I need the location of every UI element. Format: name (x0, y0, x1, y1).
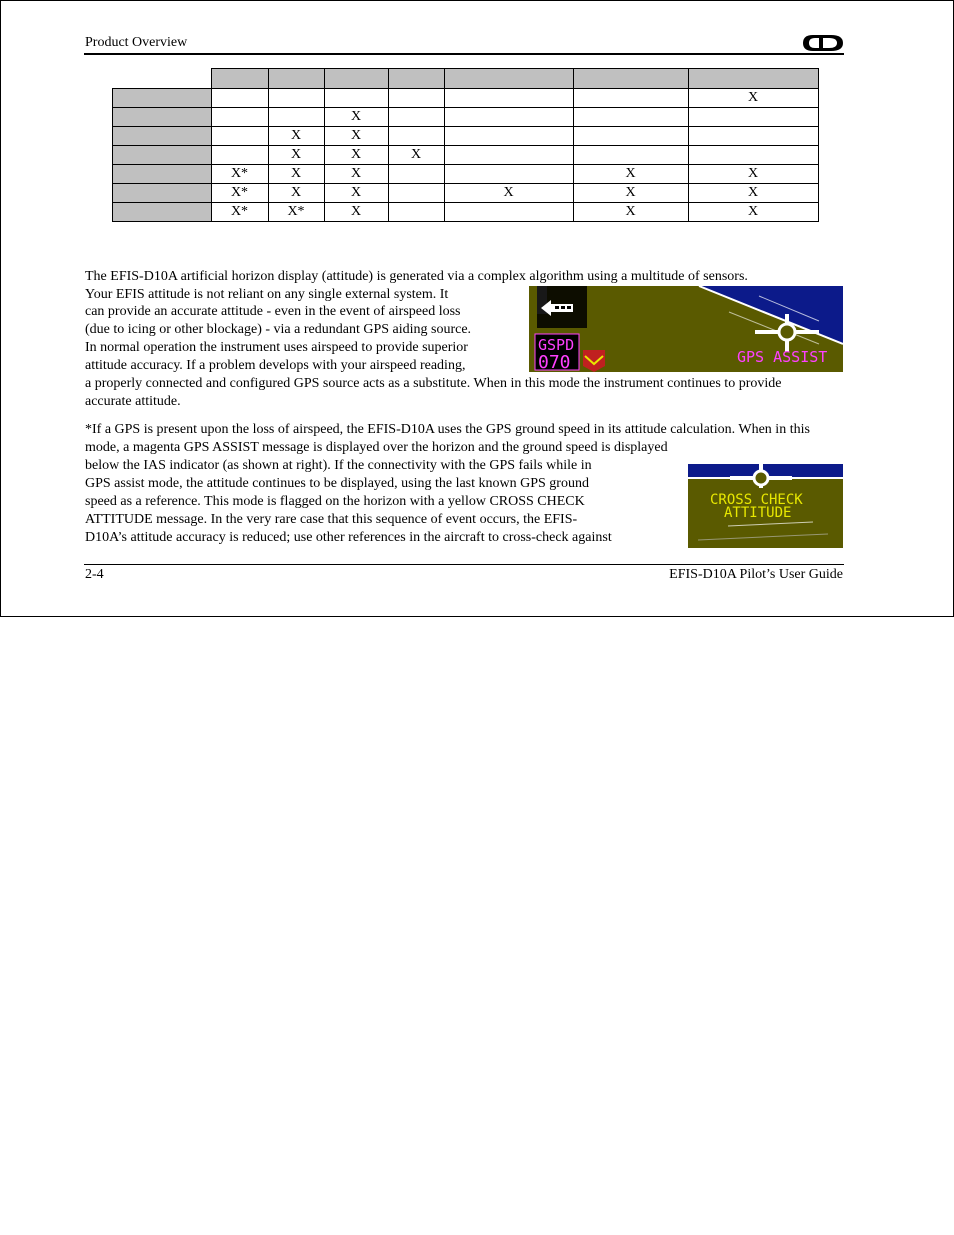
footer-rule (84, 564, 844, 565)
table-cell (688, 127, 818, 146)
table-row (113, 184, 819, 203)
paragraph-2-line: D10A’s attitude accuracy is reduced; use other references in the aircraft to cross-check against (85, 530, 612, 545)
paragraph-2-line: below the IAS indicator (as shown at right). If the connectivity with the GPS fails while in (85, 458, 592, 473)
document-page (0, 0, 954, 617)
gps-assist-screenshot (529, 286, 843, 372)
table-cell: X (688, 203, 818, 222)
feature-matrix-table (112, 68, 819, 222)
table-row (113, 203, 819, 222)
table-header-cell (324, 69, 388, 89)
table-cell: X (324, 165, 388, 184)
table-cell (211, 89, 268, 108)
cross-check-message-line2: ATTITUDE (724, 505, 792, 521)
table-row (113, 127, 819, 146)
table-cell (573, 146, 688, 165)
guide-title: EFIS-D10A Pilot’s User Guide (669, 567, 843, 582)
paragraph-2-line: GPS assist mode, the attitude continues to be displayed, using the last known GPS ground (85, 476, 589, 491)
table-corner-cell (113, 69, 212, 89)
table-cell (211, 108, 268, 127)
table-cell (444, 89, 573, 108)
table-cell: X (268, 184, 324, 203)
table-row (113, 146, 819, 165)
paragraph-2-line: speed as a reference. This mode is flagged on the horizon with a yellow CROSS CHECK (85, 494, 585, 509)
table-header-cell (573, 69, 688, 89)
table-row (113, 108, 819, 127)
table-cell (388, 108, 444, 127)
table-cell (573, 89, 688, 108)
table-cell (573, 127, 688, 146)
table-header-row (113, 69, 819, 89)
table-cell: X (324, 184, 388, 203)
table-cell: X (324, 108, 388, 127)
table-header-cell (211, 69, 268, 89)
table-row-header (113, 146, 212, 165)
table-row (113, 89, 819, 108)
gspd-value: 070 (538, 352, 571, 372)
table-header-cell (388, 69, 444, 89)
table-cell: X (688, 184, 818, 203)
table-cell (444, 108, 573, 127)
table-cell (388, 165, 444, 184)
table-cell (388, 184, 444, 203)
table-cell (388, 203, 444, 222)
table-cell: X (444, 184, 573, 203)
table-header-cell (268, 69, 324, 89)
table-cell: X* (211, 165, 268, 184)
running-header-title: Product Overview (85, 35, 188, 50)
table-cell: X (688, 89, 818, 108)
table-row-header (113, 89, 212, 108)
paragraph-2-first-line (85, 421, 845, 457)
table-cell: X (388, 146, 444, 165)
table-header-cell (444, 69, 573, 89)
table-cell (444, 203, 573, 222)
table-cell (388, 89, 444, 108)
table-cell: X* (268, 203, 324, 222)
table-header-cell (688, 69, 818, 89)
gspd-label: GSPD (538, 336, 575, 354)
table-cell (268, 108, 324, 127)
table-row-header (113, 108, 212, 127)
paragraph-1-first-line: The EFIS-D10A artificial horizon display (attitude) is generated via a complex algorithm using a multitude of sensors. (85, 269, 748, 284)
table-cell (211, 127, 268, 146)
table-row-header (113, 127, 212, 146)
table-cell: X (324, 127, 388, 146)
table-cell (688, 146, 818, 165)
paragraph-2-line: ATTITUDE message. In the very rare case that this sequence of event occurs, the EFIS- (85, 512, 578, 527)
table-cell: X* (211, 203, 268, 222)
table-cell (688, 108, 818, 127)
page-number: 2-4 (85, 567, 104, 582)
table-cell (444, 165, 573, 184)
table-cell (444, 146, 573, 165)
table-cell (444, 127, 573, 146)
table-cell (211, 146, 268, 165)
table-row (113, 165, 819, 184)
paragraph-1-line: Your EFIS attitude is not reliant on any single external system. It (85, 287, 449, 302)
table-cell (268, 89, 324, 108)
paragraph-2-text: *If a GPS is present upon the loss of airspeed, the EFIS-D10A uses the GPS ground speed in its attitude calculation. When in this mode, a magenta GPS ASSIST message is displayed over the horizon and the ground speed is displayed (85, 422, 810, 455)
dynon-logo-icon (799, 33, 845, 53)
table-cell (388, 127, 444, 146)
table-cell: X (268, 127, 324, 146)
table-cell: X* (211, 184, 268, 203)
table-cell: X (573, 184, 688, 203)
paragraph-1-line: (due to icing or other blockage) - via a redundant GPS aiding source. (85, 322, 472, 337)
paragraph-1-tail: a properly connected and configured GPS source acts as a substitute. When in this mode the instrument continues to provide accurate attitude. (85, 376, 782, 409)
paragraph-1-line: In normal operation the instrument uses airspeed to provide superior (85, 340, 468, 355)
paragraph-1-line: attitude accuracy. If a problem develops with your airspeed reading, (85, 358, 466, 373)
table-cell (324, 89, 388, 108)
table-cell: X (324, 146, 388, 165)
paragraph-1-line: can provide an accurate attitude - even in the event of airspeed loss (85, 304, 461, 319)
table-cell: X (573, 165, 688, 184)
table-row-header (113, 184, 212, 203)
table-row-header (113, 165, 212, 184)
table-cell: X (268, 146, 324, 165)
cross-check-message-line1: CROSS CHECK (710, 492, 803, 508)
table-cell: X (268, 165, 324, 184)
table-cell (573, 108, 688, 127)
table-cell: X (573, 203, 688, 222)
header-rule (84, 53, 844, 55)
table-row-header (113, 203, 212, 222)
table-cell: X (324, 203, 388, 222)
gps-assist-message: GPS ASSIST (737, 348, 828, 366)
table-cell: X (688, 165, 818, 184)
cross-check-attitude-screenshot (688, 464, 843, 548)
